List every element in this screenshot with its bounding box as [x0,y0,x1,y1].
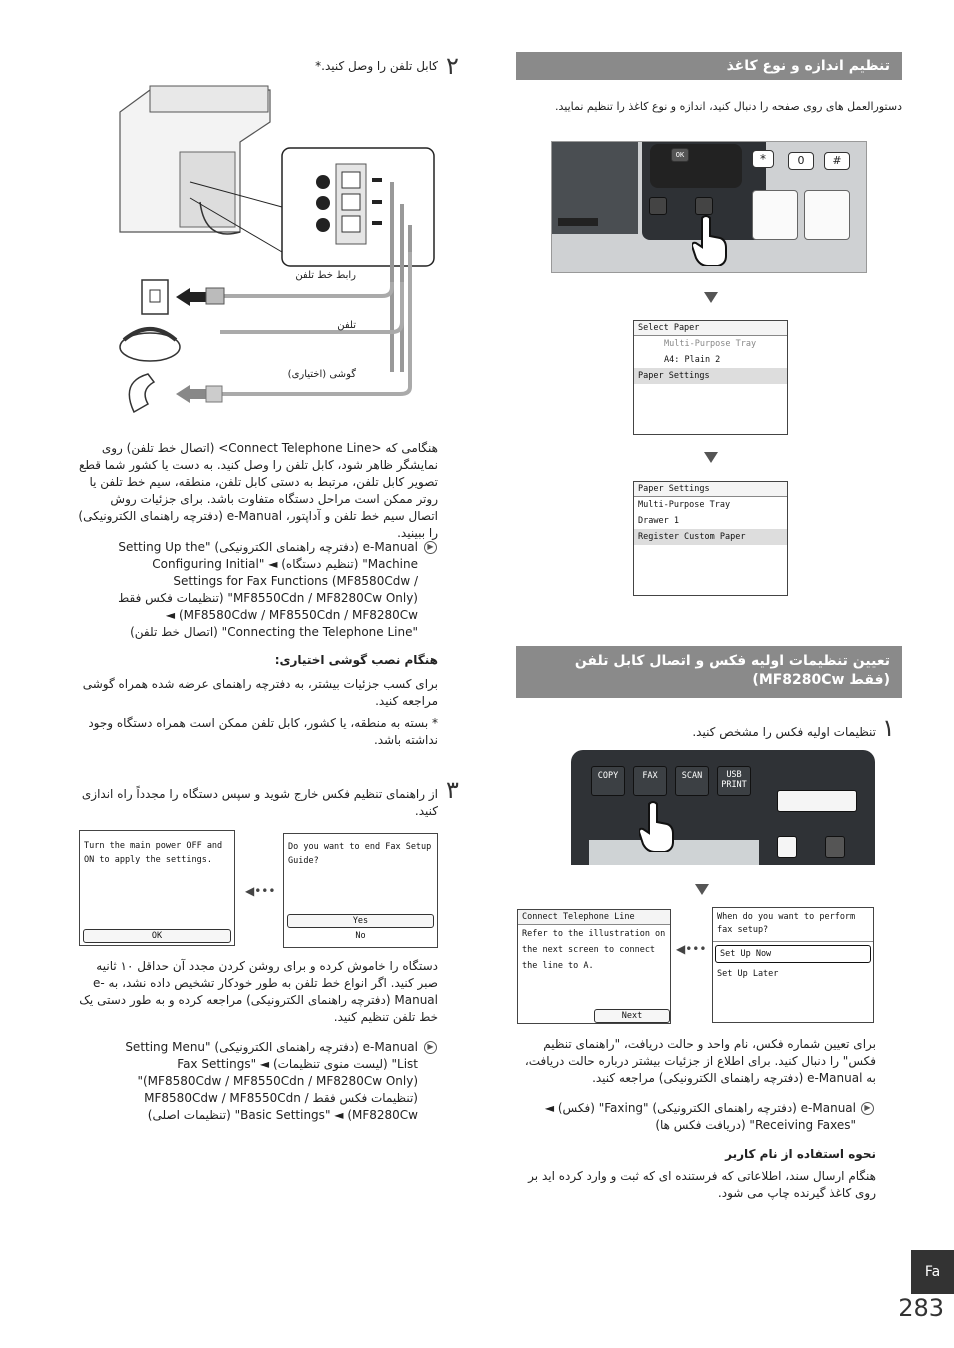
lcd-paper-settings: Paper Settings Multi-Purpose Tray Drawer 1 Register Custom Paper [633,481,788,596]
lcd-connect-line: Connect Telephone Line Refer to the illustration on the next screen to connect the line to A. Next [517,909,671,1024]
reference-icon: ▶ [424,541,437,554]
zero-button[interactable]: 0 [788,152,814,170]
page-number: 283 [898,1294,944,1322]
lcd-row: Multi-Purpose Tray [638,500,731,510]
section-title-fax: تعیین تنظیمات اولیه فکس و اتصال کابل تلفن (فقط MF8280Cw) [516,646,902,698]
user-name-text: هنگام ارسال سند، اطلاعاتی که فرستنده ای که ثبت و وارد کرده اید بر روی کاغذ گیرنده چاپ می شود. [528,1169,876,1200]
control-panel-photo-fax [571,750,875,865]
address-book-button[interactable] [777,790,857,812]
handset-title: هنگام نصب گوشی اختیاری: [274,653,438,667]
restart-paragraph: دستگاه را خاموش کرده و برای روشن کردن مجدد آن حداقل ۱۰ ثانیه صبر کنید. اگر انواع خط تلفن به طور خودکار تشخیص داده نشد، به e-Manual (دفترچه راهنمای الکترونیکی) مراجعه کرده و به طور دستی یک خط تلفن تنظیم کنید. [79,959,438,1024]
fax-button[interactable]: FAX [633,766,667,796]
paper-instruction: دستورالعمل های روی صفحه را دنبال کنید، اندازه و نوع کاغذ را تنظیم نمایید. [555,100,902,113]
flow-arrow-down-icon [704,452,718,463]
section-title-paper: تنظیم اندازه و نوع کاغذ [516,52,902,80]
restart-reference: e-Manual (دفترچه راهنمای الکترونیکی) "Setting Menu List" (لیست منوی تنظیمات) ◄ "Fax Settings (MF8580Cdw / MF8550Cdn / MF8280Cw Only)" (تنظیمات فکس فقط MF8580Cdw / MF8550Cdn / MF8280Cw) ◄ "Basic Settings" (تنظیمات اصلی) [125,1040,418,1122]
start-button[interactable] [752,190,798,240]
handset-label: گوشی (اختیاری) [287,369,356,380]
step1-text: تنظیمات اولیه فکس را مشخص کنید. [692,725,876,739]
flow-arrow-left-icon: ◀••• [676,942,707,956]
color-start-button[interactable] [804,190,850,240]
step2-text: کابل تلفن را وصل کنید.* [315,59,438,73]
step-number: ۱ [882,714,895,742]
lcd-fax-setup-when: When do you want to perform fax setup? Set Up Now Set Up Later [712,907,874,1023]
connect-paragraph: هنگامی که <Connect Telephone Line> (اتصال خط تلفن) روی نمایشگر ظاهر شود، کابل تلفن را وصل کنید. به دست یا کشور شما قطع تصویر کابل تلفن، مرتبط به دستی کابل تلفن، منطقه، سیم خط تلفن یا روتر ممکن است مراحل دستگاه متفاوت باشد. برای جزئیات روش اتصال سیم خط تلفن و آداپتور، e-Manual (دفترچه راهنمای الکترونیکی) را ببینید. [78,441,438,540]
lcd-row: Register Custom Paper [634,529,787,545]
lcd-power-cycle: Turn the main power OFF and ON to apply the settings. OK [79,830,235,946]
language-tab: Fa [911,1250,954,1294]
flow-arrow-down-icon [704,292,718,303]
yes-button[interactable]: Yes [287,914,434,928]
copy-button[interactable]: COPY [591,766,625,796]
fax-setup-paragraph: برای تعیین شماره فکس، نام واحد و حالت دریافت، "راهنمای تنظیم فکس" را دنبال کنید. برای اطلاع از جزئیات بیشتر درباره حالت دریافت، به e-Manual (دفترچه راهنمای الکترونیکی) مراجعه کنید. [524,1037,876,1085]
asterisk-button[interactable]: * [752,150,774,168]
scan-button[interactable]: SCAN [675,766,709,796]
lcd-row: A4: Plain 2 [664,355,721,365]
next-button[interactable]: Next [594,1009,670,1023]
ok-button[interactable]: OK [671,148,689,162]
reference-icon: ▶ [424,1041,437,1054]
reference-icon: ▶ [861,1102,874,1115]
set-up-now-option[interactable]: Set Up Now [715,945,871,963]
user-name-title: نحوه استفاده از نام کاربر [725,1147,876,1161]
line-jack-label: رابط خط تلفن [295,270,356,281]
control-panel-photo [551,141,867,273]
step-number: ۳ [446,776,459,804]
step-number: ۲ [446,52,459,80]
hash-button[interactable]: # [824,152,850,170]
energy-button[interactable] [777,836,797,858]
lcd-end-fax-setup: Do you want to end Fax Setup Guide? Yes No [283,833,438,948]
connect-reference: e-Manual (دفترچه راهنمای الکترونیکی) "Setting Up the Machine" (تنظیم دستگاه) ◄ "Configuring Initial Settings for Fax Functions (MF8580Cdw / MF8550Cdn / MF8280Cw Only)" (تنظیمات فکس فقط MF8580Cdw / MF8550Cdn / MF8280Cw) ◄ "Connecting the Telephone Line" (اتصال خط تلفن) [118,540,418,639]
flow-arrow-down-icon [695,884,709,895]
flow-arrow-left-icon: ◀••• [245,884,276,898]
lcd-row: Drawer 1 [638,516,679,526]
lcd-select-paper: Select Paper Multi-Purpose Tray A4: Plain 2 Paper Settings [633,320,788,435]
handset-note: * بسته به منطقه، یا کشور، کابل تلفن ممکن است همراه دستگاه وجود نداشته باشد. [88,716,438,747]
status-button[interactable] [825,836,845,858]
fax-reference: e-Manual (دفترچه راهنمای الکترونیکی) "Faxing" (فکس) ◄ "Receiving Faxes" (دریافت فکس ها) [544,1101,856,1132]
paper-button[interactable] [695,197,713,215]
port-label-b: B [319,197,327,208]
set-up-later-option[interactable]: Set Up Later [717,969,779,979]
no-button[interactable]: No [355,931,366,941]
phone-label: تلفن [337,320,356,331]
usb-print-button[interactable]: USB PRINT [717,766,751,796]
lcd-row: Paper Settings [634,368,787,384]
ok-screen-button[interactable]: OK [83,929,231,943]
back-button[interactable] [649,197,667,215]
port-label-c: C [319,176,327,187]
step3-text: از راهنمای تنظیم فکس خارج شوید و سپس دستگاه را مجدداً راه اندازی کنید. [81,787,438,818]
finger-icon [639,800,679,852]
lcd-row: Multi-Purpose Tray [664,339,757,349]
port-label-a: A [319,219,327,230]
finger-icon [692,214,732,266]
handset-text: برای کسب جزئیات بیشتر، به دفترچه راهنمای عرضه شده همراه گوشی مراجعه کنید. [82,677,438,708]
